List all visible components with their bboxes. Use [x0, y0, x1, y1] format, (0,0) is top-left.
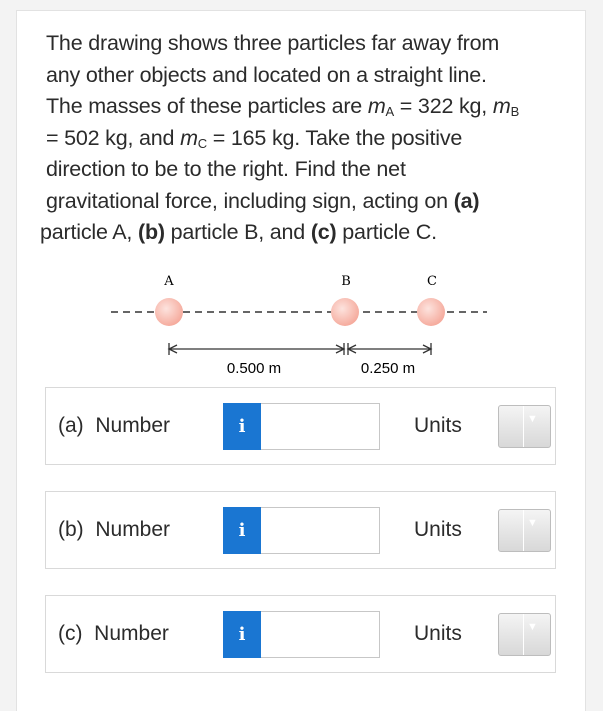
- problem-line: gravitational force, including sign, acting on: [46, 188, 454, 213]
- chevron-down-icon: ▼: [527, 413, 538, 425]
- units-label-b: Units: [414, 518, 462, 541]
- number-label: Number: [95, 518, 171, 541]
- distance-bc-label: 0.250 m: [360, 360, 416, 377]
- part-letter: (b): [58, 518, 84, 541]
- distance-ab-label: 0.500 m: [226, 360, 282, 377]
- mass-subscript-b: B: [510, 104, 520, 119]
- info-icon[interactable]: i: [223, 611, 261, 658]
- dropdown-divider: [523, 406, 524, 447]
- problem-line: particle C.: [336, 220, 437, 244]
- distance-arrow-bc: [348, 343, 431, 355]
- answer-row-c: [45, 595, 556, 673]
- mass-symbol: m: [180, 125, 198, 150]
- particle-b-label: B: [341, 274, 351, 289]
- part-letter: (a): [58, 414, 84, 437]
- number-input-c[interactable]: [261, 611, 380, 658]
- answer-label-c: [58, 622, 169, 646]
- problem-line: The drawing shows three particles far away from: [46, 31, 500, 55]
- part-a-label: (a): [453, 188, 480, 213]
- problem-line: = 165 kg. Take the positive: [207, 125, 463, 150]
- problem-line: particle A,: [40, 220, 138, 244]
- problem-line: The masses of these particles are: [46, 94, 368, 118]
- answer-row-a: [45, 387, 556, 465]
- problem-line: particle B, and: [164, 220, 311, 244]
- distance-arrow-ab: [169, 343, 344, 355]
- answer-label-a: [58, 414, 170, 438]
- units-dropdown-c[interactable]: [498, 613, 551, 656]
- units-label-c: Units: [414, 622, 462, 645]
- part-c-label: (c): [310, 220, 337, 244]
- particle-diagram: [17, 266, 585, 386]
- answer-row-b: [45, 491, 556, 569]
- info-icon[interactable]: i: [223, 507, 261, 554]
- problem-line: = 502 kg, and: [46, 125, 181, 150]
- part-b-label: (b): [137, 220, 165, 244]
- problem-line: direction to be to the right. Find the net: [46, 157, 406, 181]
- number-input-b[interactable]: [261, 507, 380, 554]
- number-input-a[interactable]: [261, 403, 380, 450]
- mass-symbol: m: [367, 94, 386, 118]
- number-label: Number: [95, 414, 171, 437]
- particle-c-label: C: [427, 274, 437, 289]
- dropdown-divider: [523, 510, 524, 551]
- mass-symbol: m: [492, 94, 511, 118]
- problem-statement: [40, 28, 561, 249]
- part-letter: (c): [58, 622, 83, 645]
- chevron-down-icon: ▼: [527, 517, 538, 529]
- chevron-down-icon: ▼: [527, 621, 538, 633]
- particle-c: [417, 298, 445, 326]
- info-icon[interactable]: i: [223, 403, 261, 450]
- units-dropdown-a[interactable]: [498, 405, 551, 448]
- units-label-a: Units: [414, 414, 462, 437]
- mass-subscript-c: C: [197, 135, 207, 151]
- dropdown-divider: [523, 614, 524, 655]
- particle-a-label: A: [164, 274, 174, 289]
- problem-line: = 322 kg,: [394, 94, 493, 118]
- number-label: Number: [94, 622, 169, 645]
- particle-a: [155, 298, 183, 326]
- units-dropdown-b[interactable]: [498, 509, 551, 552]
- answer-label-b: [58, 518, 170, 542]
- particle-b: [331, 298, 359, 326]
- mass-subscript-a: A: [385, 104, 395, 119]
- problem-line: any other objects and located on a straight line.: [46, 62, 487, 87]
